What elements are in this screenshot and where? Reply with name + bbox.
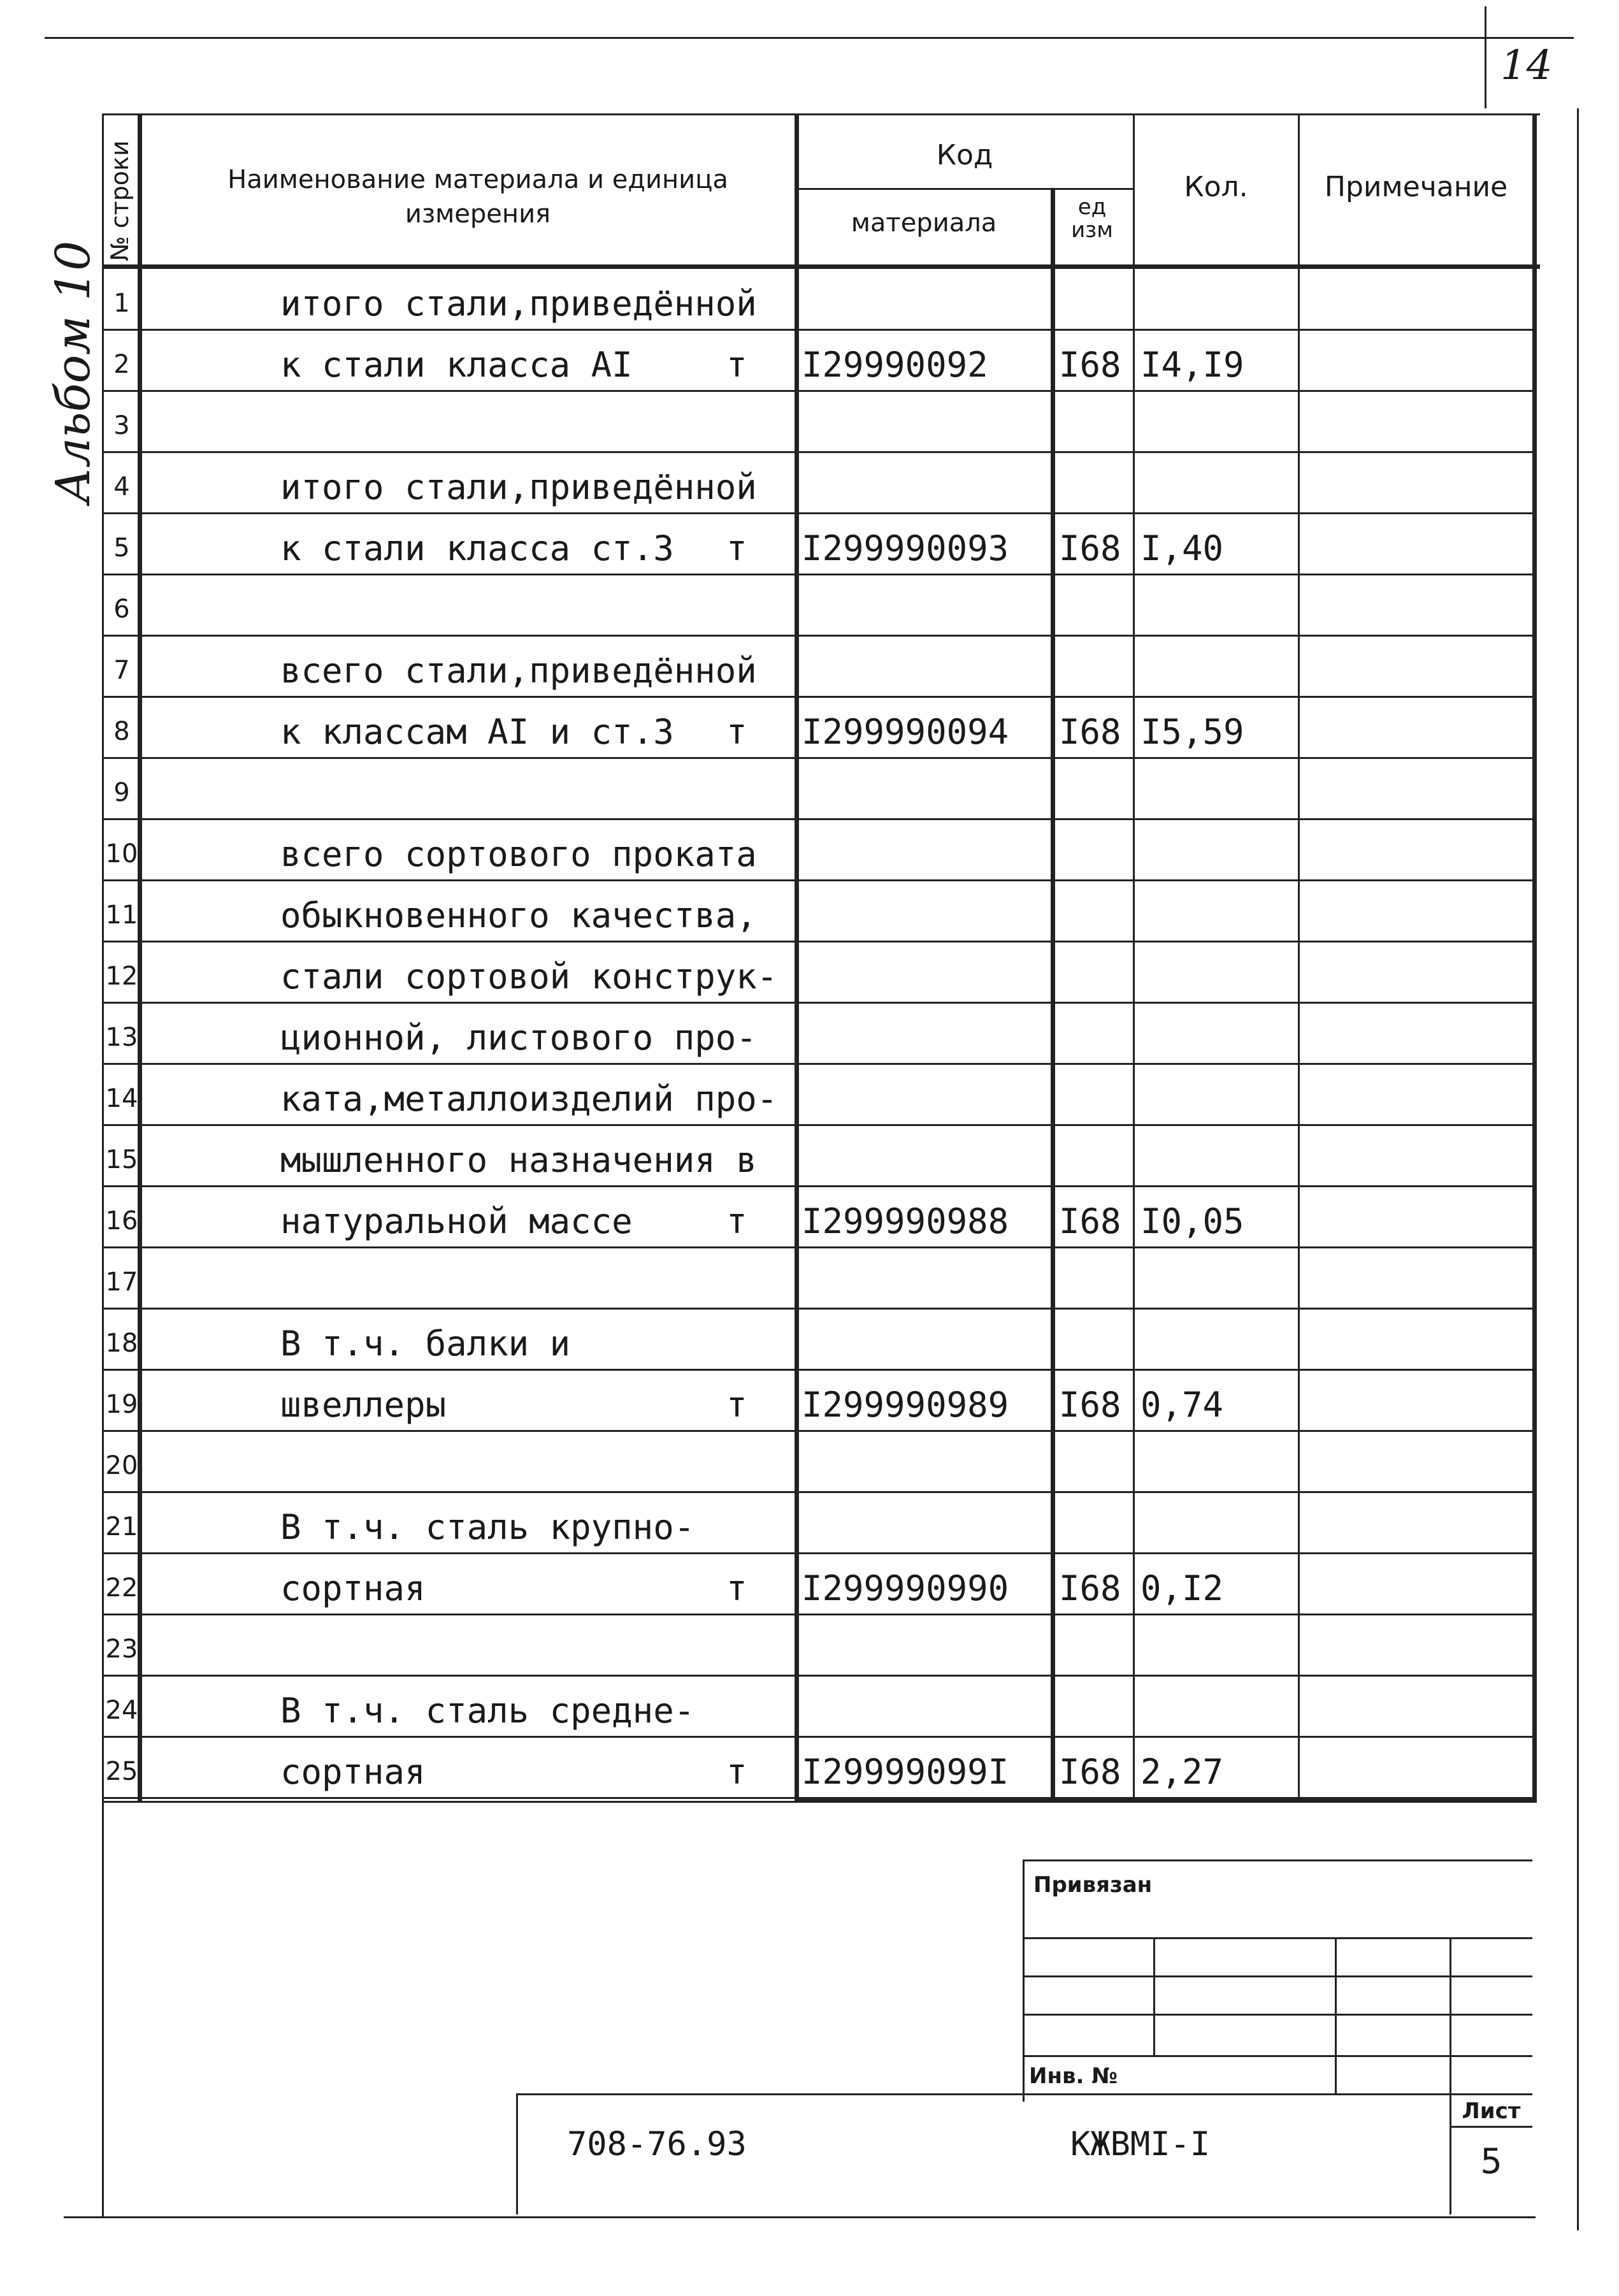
unit-of-measure: т	[726, 712, 747, 752]
page-bottom-line	[64, 2216, 1536, 2218]
row-number: 22	[105, 1573, 138, 1603]
row-number: 12	[105, 962, 138, 991]
row-number: 6	[113, 595, 130, 624]
row-separator	[103, 512, 1534, 514]
col-line-right	[1532, 113, 1537, 1802]
material-name: натуральной массе	[280, 1201, 633, 1241]
col-line-name	[795, 113, 799, 1802]
material-name: итого стали,приведённой	[280, 467, 757, 507]
unit-code: I68	[1059, 528, 1121, 568]
quantity: I0,05	[1140, 1201, 1244, 1241]
material-name: к стали класса АI	[280, 345, 633, 385]
stamp-main-top	[516, 2093, 1532, 2095]
material-name: к стали класса ст.3	[280, 528, 674, 568]
stamp-grid-vline-2	[1335, 1937, 1337, 2093]
row-separator	[103, 329, 1534, 331]
row-number: 23	[105, 1635, 138, 1664]
material-name: сортная	[280, 1752, 426, 1792]
row-separator	[103, 879, 1534, 881]
row-separator	[103, 390, 1534, 392]
row-number: 4	[113, 472, 130, 502]
sheet-number: 5	[1480, 2141, 1502, 2181]
header-code-group: Код	[936, 139, 993, 171]
unit-of-measure: т	[726, 528, 747, 568]
material-name: всего стали,приведённой	[280, 651, 757, 691]
material-name: В т.ч. сталь крупно-	[280, 1507, 695, 1547]
header-code-material: материала	[851, 208, 997, 238]
material-name: ката,металлоизделий про-	[280, 1079, 778, 1119]
stamp-grid-line-1	[1023, 1937, 1532, 1939]
doc-mark: КЖВМI-I	[1070, 2125, 1211, 2163]
material-code: I299990093	[802, 528, 1009, 568]
stamp-inv-no: Инв. №	[1029, 2063, 1118, 2089]
row-number: 1	[113, 289, 130, 318]
material-code: I299990989	[802, 1385, 1009, 1425]
unit-of-measure: т	[726, 1201, 747, 1241]
row-separator	[103, 1430, 1534, 1432]
row-number: 21	[105, 1512, 138, 1541]
header-name-text: Наименование материала и единица измерения	[227, 165, 728, 229]
row-separator	[103, 1736, 1534, 1738]
stamp-grid-line-2	[1023, 1975, 1532, 1977]
header-row-number: № строки	[106, 140, 134, 261]
material-name: В т.ч. балки и	[280, 1324, 571, 1364]
code-group-divider	[796, 188, 1133, 190]
unit-of-measure: т	[726, 1385, 747, 1425]
row-separator	[103, 635, 1534, 637]
header-qty: Кол.	[1184, 171, 1248, 203]
row-number: 5	[113, 533, 130, 563]
unit-code: I68	[1059, 1201, 1121, 1241]
corner-number-divider	[1485, 6, 1486, 108]
stamp-grid-vline-1	[1153, 1937, 1155, 2055]
material-name: швеллеры	[280, 1385, 447, 1425]
material-name: мышленного назначения в	[280, 1140, 757, 1180]
col-line-ed	[1133, 113, 1135, 1802]
unit-code: I68	[1059, 712, 1121, 752]
row-number: 25	[105, 1757, 138, 1786]
table-bottom-border-left	[103, 1801, 798, 1803]
material-name: В т.ч. сталь средне-	[280, 1691, 695, 1731]
quantity: 0,I2	[1140, 1568, 1224, 1608]
row-separator	[103, 451, 1534, 453]
margin-note: Альбом 10	[46, 240, 101, 503]
row-number: 24	[105, 1696, 138, 1725]
stamp-grid-line-3	[1023, 2014, 1532, 2016]
row-separator	[103, 1124, 1534, 1126]
row-separator	[103, 1552, 1534, 1554]
row-separator	[103, 818, 1534, 820]
row-separator	[103, 1369, 1534, 1371]
row-number: 16	[105, 1206, 138, 1236]
row-separator	[103, 1246, 1534, 1248]
col-line-qty	[1298, 113, 1300, 1802]
row-number: 19	[105, 1390, 138, 1419]
row-separator	[103, 1308, 1534, 1310]
doc-code: 708-76.93	[567, 2125, 747, 2163]
table-top-border	[103, 113, 1540, 115]
row-number: 2	[113, 350, 130, 379]
header-code-unit: ед изм	[1071, 194, 1113, 243]
stamp-grid-vline-3	[1450, 1937, 1451, 2093]
row-separator	[103, 1491, 1534, 1493]
material-code: I299990990	[802, 1568, 1009, 1608]
material-code: I29999099I	[802, 1752, 1009, 1792]
header-bottom-border	[103, 264, 1540, 269]
stamp-left-line	[1023, 1859, 1025, 2102]
unit-of-measure: т	[726, 1568, 747, 1608]
top-border-line	[45, 37, 1574, 39]
row-number: 13	[105, 1023, 138, 1052]
col-line-code	[1051, 188, 1055, 1800]
row-separator	[103, 1675, 1534, 1677]
material-name: сортная	[280, 1568, 426, 1608]
unit-code: I68	[1059, 1568, 1121, 1608]
stamp-main-left	[516, 2093, 518, 2214]
material-code: I299990094	[802, 712, 1009, 752]
unit-of-measure: т	[726, 345, 747, 385]
stamp-sheet-divider	[1450, 2126, 1532, 2128]
row-number: 10	[105, 839, 138, 869]
right-frame-line	[1577, 108, 1579, 2230]
quantity: 2,27	[1140, 1752, 1224, 1792]
material-name: обыкновенного качества,	[280, 895, 757, 935]
row-number: 17	[105, 1267, 138, 1297]
material-name: стали сортовой конструк-	[280, 957, 778, 997]
material-name: к классам АI и ст.3	[280, 712, 674, 752]
sheet-label: Лист	[1462, 2098, 1521, 2124]
row-number: 18	[105, 1329, 138, 1358]
row-number: 14	[105, 1084, 138, 1113]
row-separator	[103, 757, 1534, 759]
row-number: 11	[105, 900, 138, 930]
row-separator	[103, 696, 1534, 698]
row-separator	[103, 1614, 1534, 1615]
material-name: всего сортового проката	[280, 834, 757, 874]
table-bottom-border	[795, 1798, 1537, 1803]
row-number: 20	[105, 1451, 138, 1480]
unit-of-measure: т	[726, 1752, 747, 1792]
quantity: I,40	[1140, 528, 1224, 568]
row-separator	[103, 941, 1534, 942]
page-corner-number: 14	[1500, 42, 1553, 89]
header-note: Примечание	[1324, 171, 1508, 203]
quantity: 0,74	[1140, 1385, 1224, 1425]
quantity: I4,I9	[1140, 345, 1244, 385]
material-code: I299990988	[802, 1201, 1009, 1241]
row-number: 8	[113, 717, 130, 746]
stamp-top-line	[1023, 1859, 1532, 1861]
row-number: 15	[105, 1145, 138, 1174]
material-name: итого стали,приведённой	[280, 284, 757, 324]
row-number: 9	[113, 778, 130, 807]
material-code: I29990092	[802, 345, 988, 385]
row-separator	[103, 1063, 1534, 1065]
unit-code: I68	[1059, 1752, 1121, 1792]
row-separator	[103, 1185, 1534, 1187]
quantity: I5,59	[1140, 712, 1244, 752]
stamp-privyazan: Привязан	[1033, 1872, 1153, 1898]
row-separator	[103, 1002, 1534, 1004]
unit-code: I68	[1059, 1385, 1121, 1425]
stamp-grid-line-4	[1023, 2055, 1532, 2057]
header-name	[191, 162, 765, 231]
unit-code: I68	[1059, 345, 1121, 385]
material-name: ционной, листового про-	[280, 1018, 757, 1058]
row-separator	[103, 574, 1534, 575]
row-number: 7	[113, 656, 130, 685]
row-number: 3	[113, 411, 130, 440]
